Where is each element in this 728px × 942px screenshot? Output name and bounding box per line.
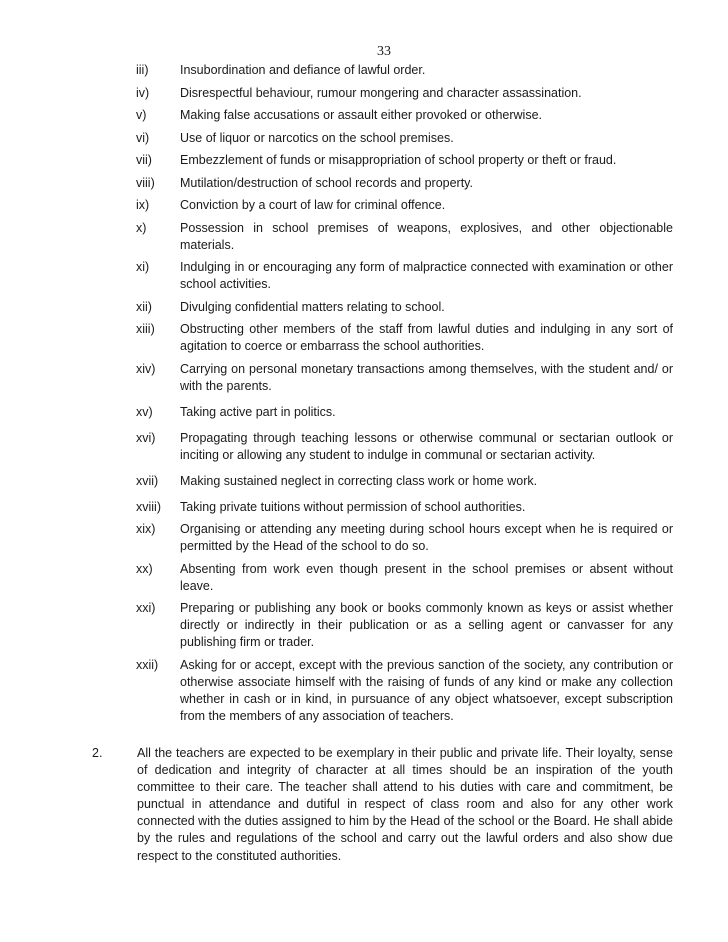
- item-numeral: xxi): [136, 601, 156, 615]
- item-text: Asking for or accept, except with the previous sanction of the society, any contribution or otherwise associate himself with the raising of funds of any kind or make any collection whether in cash or in kind, in pursuance of any object whatsoever, except subscription from the members of any association of teachers.: [180, 657, 673, 723]
- item-text: Preparing or publishing any book or books commonly known as keys or assist whether directly or indirectly in their publication or as a selling agent or canvasser for any publishing firm or trader.: [180, 601, 673, 649]
- list-item: [136, 85, 673, 102]
- item-numeral: ix): [136, 198, 150, 212]
- misconduct-list: [136, 62, 673, 730]
- list-item: [136, 499, 673, 516]
- item-numeral: iii): [136, 63, 149, 77]
- page-number: 33: [377, 44, 391, 59]
- item-text: Conviction by a court of law for criminal offence.: [180, 198, 446, 212]
- item-text: Organising or attending any meeting during school hours except when he is required or permitted by the Head of the school to do so.: [180, 522, 673, 553]
- item-text: Possession in school premises of weapons, explosives, and other objectionable materials.: [180, 220, 673, 252]
- list-item: [136, 152, 673, 169]
- item-text: Taking active part in politics.: [180, 404, 336, 419]
- list-item: [136, 430, 673, 464]
- list-item: [136, 259, 673, 293]
- item-numeral: vi): [136, 130, 150, 145]
- item-text: Insubordination and defiance of lawful order.: [180, 63, 426, 77]
- item-text: Absenting from work even though present in the school premises or absent without leave.: [180, 561, 673, 593]
- list-item: [136, 473, 673, 490]
- paragraph-2: [92, 745, 673, 865]
- list-item: [136, 404, 673, 421]
- paragraph-text: All the teachers are expected to be exemplary in their public and private life. Their loyalty, sense of dedication and integrity of character at all times should be an inspiration of the youth committee to their care. The teacher shall attend to his duties with care and commitment, be punctual in attendance and dutiful in respect of class room and also for any other work connected with the duties assigned to him by the Head of the school or the Board. He shall abide by the rules and regulations of the school and carry out the lawful orders and also show due respect to the constituted authorities.: [137, 746, 673, 863]
- item-numeral: xviii): [136, 499, 161, 514]
- item-numeral: vii): [136, 153, 152, 167]
- item-text: Disrespectful behaviour, rumour mongering and character assassination.: [180, 85, 582, 100]
- item-numeral: iv): [136, 85, 150, 100]
- item-text: Indulging in or encouraging any form of malpractice connected with examination or other school activities.: [180, 260, 673, 291]
- item-text: Propagating through teaching lessons or otherwise communal or sectarian outlook or inciting or allowing any student to indulge in communal or sectarian activity.: [180, 430, 673, 462]
- list-item: [136, 299, 673, 316]
- item-text: Embezzlement of funds or misappropriation of school property or theft or fraud.: [180, 153, 617, 167]
- item-text: Making false accusations or assault either provoked or otherwise.: [180, 108, 542, 122]
- list-item: [136, 321, 673, 355]
- item-numeral: xii): [136, 299, 152, 314]
- list-item: [136, 657, 673, 725]
- list-item: [136, 600, 673, 651]
- item-text: Mutilation/destruction of school records and property.: [180, 175, 473, 190]
- item-text: Obstructing other members of the staff from lawful duties and indulging in any sort of agitation to coerce or embarrass the school authorities.: [180, 322, 673, 353]
- item-numeral: v): [136, 108, 147, 122]
- item-text: Use of liquor or narcotics on the school premises.: [180, 130, 454, 145]
- item-numeral: xi): [136, 260, 150, 274]
- list-item: [136, 62, 673, 79]
- item-numeral: xxii): [136, 657, 159, 672]
- list-item: [136, 197, 673, 214]
- list-item: [136, 175, 673, 192]
- item-numeral: viii): [136, 175, 155, 190]
- list-item: [136, 130, 673, 147]
- list-item: [136, 107, 673, 124]
- item-numeral: xix): [136, 522, 156, 536]
- list-item: [136, 521, 673, 555]
- item-text: Divulging confidential matters relating to school.: [180, 299, 445, 314]
- list-item: [136, 561, 673, 595]
- paragraph-number: 2.: [92, 746, 103, 760]
- item-numeral: xvii): [136, 473, 159, 488]
- list-item: [136, 220, 673, 254]
- item-text: Making sustained neglect in correcting class work or home work.: [180, 473, 538, 488]
- item-numeral: xv): [136, 404, 153, 419]
- item-numeral: xiii): [136, 322, 155, 336]
- item-text: Taking private tuitions without permission of school authorities.: [180, 499, 526, 514]
- list-item: [136, 361, 673, 395]
- item-numeral: x): [136, 220, 147, 235]
- item-text: Carrying on personal monetary transactions among themselves, with the student and/ or with the parents.: [180, 361, 673, 393]
- item-numeral: xvi): [136, 430, 156, 445]
- item-numeral: xx): [136, 561, 153, 576]
- item-numeral: xiv): [136, 361, 156, 376]
